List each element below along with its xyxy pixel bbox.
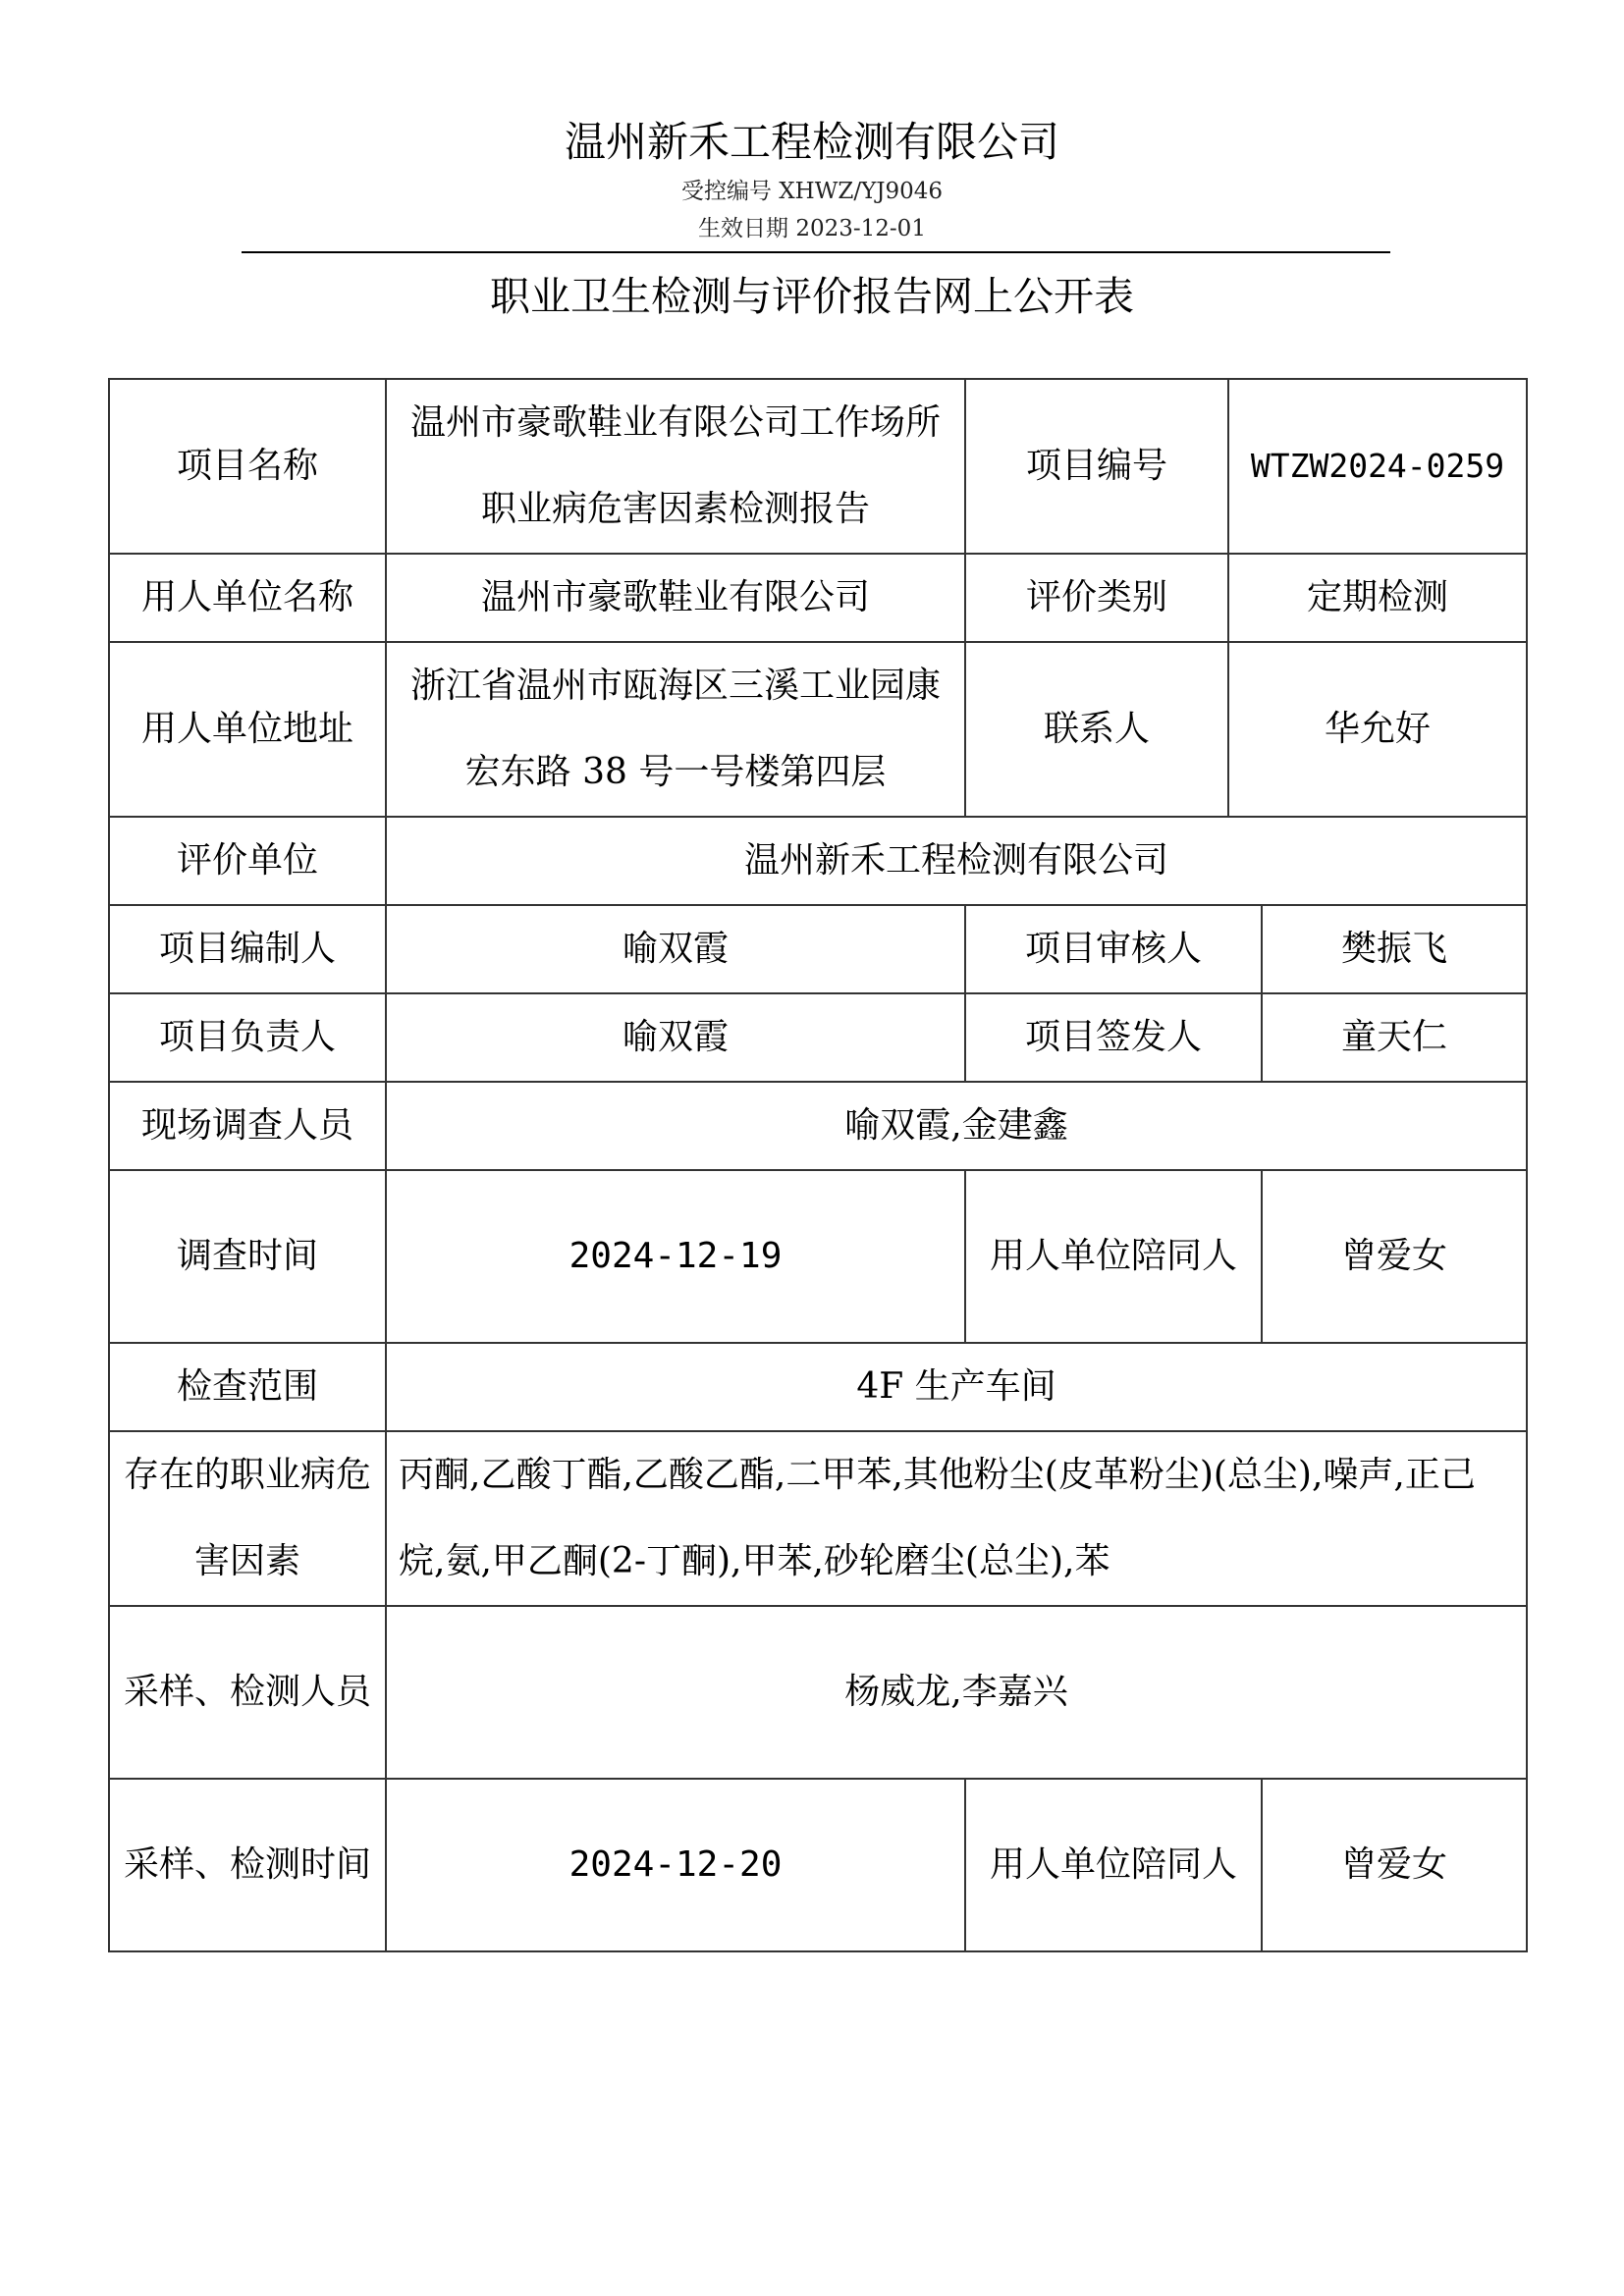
eval-type-label: 评价类别 <box>966 555 1229 641</box>
hazards-value: 丙酮,乙酸丁酯,乙酸乙酯,二甲苯,其他粉尘(皮革粉尘)(总尘),噪声,正己烷,氨,甲乙酮(2-丁酮),甲苯,砂轮磨尘(总尘),苯 <box>386 1431 1527 1606</box>
header-divider <box>242 251 1390 253</box>
accompany-value-1: 曾爱女 <box>1262 1170 1527 1343</box>
issuer-value: 童天仁 <box>1262 993 1527 1082</box>
eval-unit-value: 温州新禾工程检测有限公司 <box>386 817 1527 905</box>
reviewer-value: 樊振飞 <box>1262 905 1527 993</box>
project-no-value: WTZW2024-0259 <box>1250 447 1505 485</box>
table-row <box>109 1343 1527 1431</box>
employer-name-label: 用人单位名称 <box>109 554 386 642</box>
table-row <box>109 1170 1527 1343</box>
table-row <box>109 1082 1527 1170</box>
compiler-value: 喻双霞 <box>386 905 965 993</box>
compiler-label: 项目编制人 <box>109 905 386 993</box>
surveyors-label: 现场调查人员 <box>109 1082 386 1170</box>
project-no-label: 项目编号 <box>966 380 1229 553</box>
document-title: 职业卫生检测与评价报告网上公开表 <box>490 273 1134 320</box>
leader-label: 项目负责人 <box>109 993 386 1082</box>
accompany-label-2: 用人单位陪同人 <box>965 1779 1262 1951</box>
surveyors-value: 喻双霞,金建鑫 <box>386 1082 1527 1170</box>
scope-label: 检查范围 <box>109 1343 386 1431</box>
table-row <box>109 905 1527 993</box>
table-row <box>109 1606 1527 1779</box>
sample-time-label: 采样、检测时间 <box>109 1779 386 1951</box>
project-name-value: 温州市豪歌鞋业有限公司工作场所职业病危害因素检测报告 <box>386 379 965 554</box>
reviewer-label: 项目审核人 <box>965 905 1262 993</box>
accompany-label-1: 用人单位陪同人 <box>965 1170 1262 1343</box>
table-row <box>109 1779 1527 1951</box>
company-name: 温州新禾工程检测有限公司 <box>564 118 1059 166</box>
table-row <box>109 817 1527 905</box>
eval-unit-label: 评价单位 <box>109 817 386 905</box>
samplers-value: 杨威龙,李嘉兴 <box>386 1606 1527 1779</box>
employer-address-label: 用人单位地址 <box>109 642 386 817</box>
survey-time-label: 调查时间 <box>109 1170 386 1343</box>
hazards-label: 存在的职业病危害因素 <box>109 1431 386 1606</box>
contact-label: 联系人 <box>966 643 1229 816</box>
control-number: 受控编号 XHWZ/YJ9046 <box>680 179 944 204</box>
issuer-label: 项目签发人 <box>965 993 1262 1082</box>
scope-value: 4F 生产车间 <box>386 1343 1527 1431</box>
samplers-label: 采样、检测人员 <box>109 1606 386 1779</box>
accompany-value-2: 曾爱女 <box>1262 1779 1527 1951</box>
disclosure-table <box>108 378 1528 1952</box>
survey-time-value: 2024-12-19 <box>386 1170 965 1343</box>
table-row <box>109 554 1527 642</box>
sample-time-value: 2024-12-20 <box>386 1779 965 1951</box>
leader-value: 喻双霞 <box>386 993 965 1082</box>
employer-address-value: 浙江省温州市瓯海区三溪工业园康宏东路 38 号一号楼第四层 <box>386 642 965 817</box>
table-row <box>109 379 1527 554</box>
project-name-label: 项目名称 <box>109 379 386 554</box>
table-row <box>109 993 1527 1082</box>
employer-name-value: 温州市豪歌鞋业有限公司 <box>386 554 965 642</box>
effective-date: 生效日期 2023-12-01 <box>698 216 926 241</box>
eval-type-value: 定期检测 <box>1306 577 1448 617</box>
table-row <box>109 1431 1527 1606</box>
contact-value: 华允好 <box>1324 709 1431 749</box>
table-row <box>109 642 1527 817</box>
